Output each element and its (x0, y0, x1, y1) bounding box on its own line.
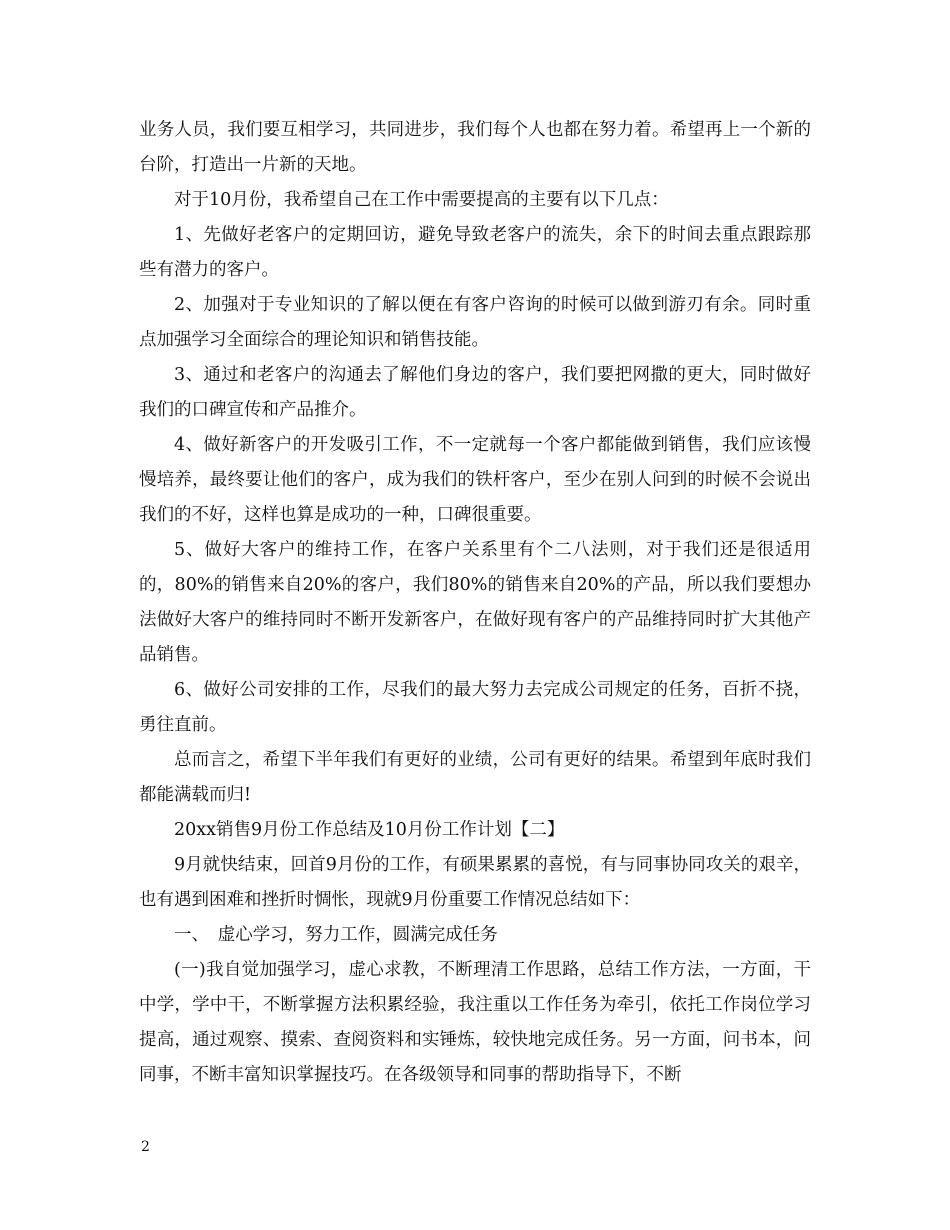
paragraph: 9月就快结束，回首9月份的工作，有硕果累累的喜悦，有与同事协同攻关的艰辛，也有遇到困难和挫折时惆怅，现就9月份重要工作情况总结如下： (139, 855, 811, 910)
paragraph: 1、先做好老客户的定期回访，避免导致老客户的流失，余下的时间去重点跟踪那些有潜力的客户。 (139, 225, 811, 280)
paragraph: 对于10月份，我希望自己在工作中需要提高的主要有以下几点： (174, 190, 669, 210)
subsection-heading: 一、 虚心学习，努力工作，圆满完成任务 (174, 925, 498, 945)
paragraph: (一)我自觉加强学习，虚心求教，不断理清工作思路，总结工作方法，一方面，干中学，学中干，不断掌握方法积累经验，我注重以工作任务为牵引，依托工作岗位学习提高，通过观察、摸索、查阅资料和实锤炼，较快地完成任务。另一方面，问书本，问同事，不断丰富知识掌握技巧。在各级领导和同事的帮助指导下，不断 (139, 960, 811, 1085)
paragraph: 总而言之，希望下半年我们有更好的业绩，公司有更好的结果。希望到年底时我们都能满载而归! (139, 750, 811, 805)
document-body (139, 113, 811, 1093)
paragraph: 3、通过和老客户的沟通去了解他们身边的客户，我们要把网撒的更大，同时做好我们的口碑宣传和产品推介。 (139, 365, 811, 420)
section-heading: 20xx销售9月份工作总结及10月份工作计划【二】 (174, 820, 565, 840)
paragraph: 5、做好大客户的维持工作，在客户关系里有个二八法则，对于我们还是很适用的，80%的销售来自20%的客户，我们80%的销售来自20%的产品，所以我们要想办法做好大客户的维持同时不断开发新客户，在做好现有客户的产品维持同时扩大其他产品销售。 (139, 540, 811, 665)
paragraph: 6、做好公司安排的工作，尽我们的最大努力去完成公司规定的任务，百折不挠，勇往直前。 (139, 680, 811, 735)
paragraph: 2、加强对于专业知识的了解以便在有客户咨询的时候可以做到游刃有余。同时重点加强学习全面综合的理论知识和销售技能。 (139, 295, 811, 350)
paragraph: 业务人员，我们要互相学习，共同进步，我们每个人也都在努力着。希望再上一个新的台阶，打造出一片新的天地。 (139, 120, 811, 175)
paragraph: 4、做好新客户的开发吸引工作，不一定就每一个客户都能做到销售，我们应该慢慢培养，最终要让他们的客户，成为我们的铁杆客户，至少在别人问到的时候不会说出我们的不好，这样也算是成功的一种，口碑很重要。 (139, 435, 811, 525)
page-number: 2 (141, 1139, 150, 1155)
